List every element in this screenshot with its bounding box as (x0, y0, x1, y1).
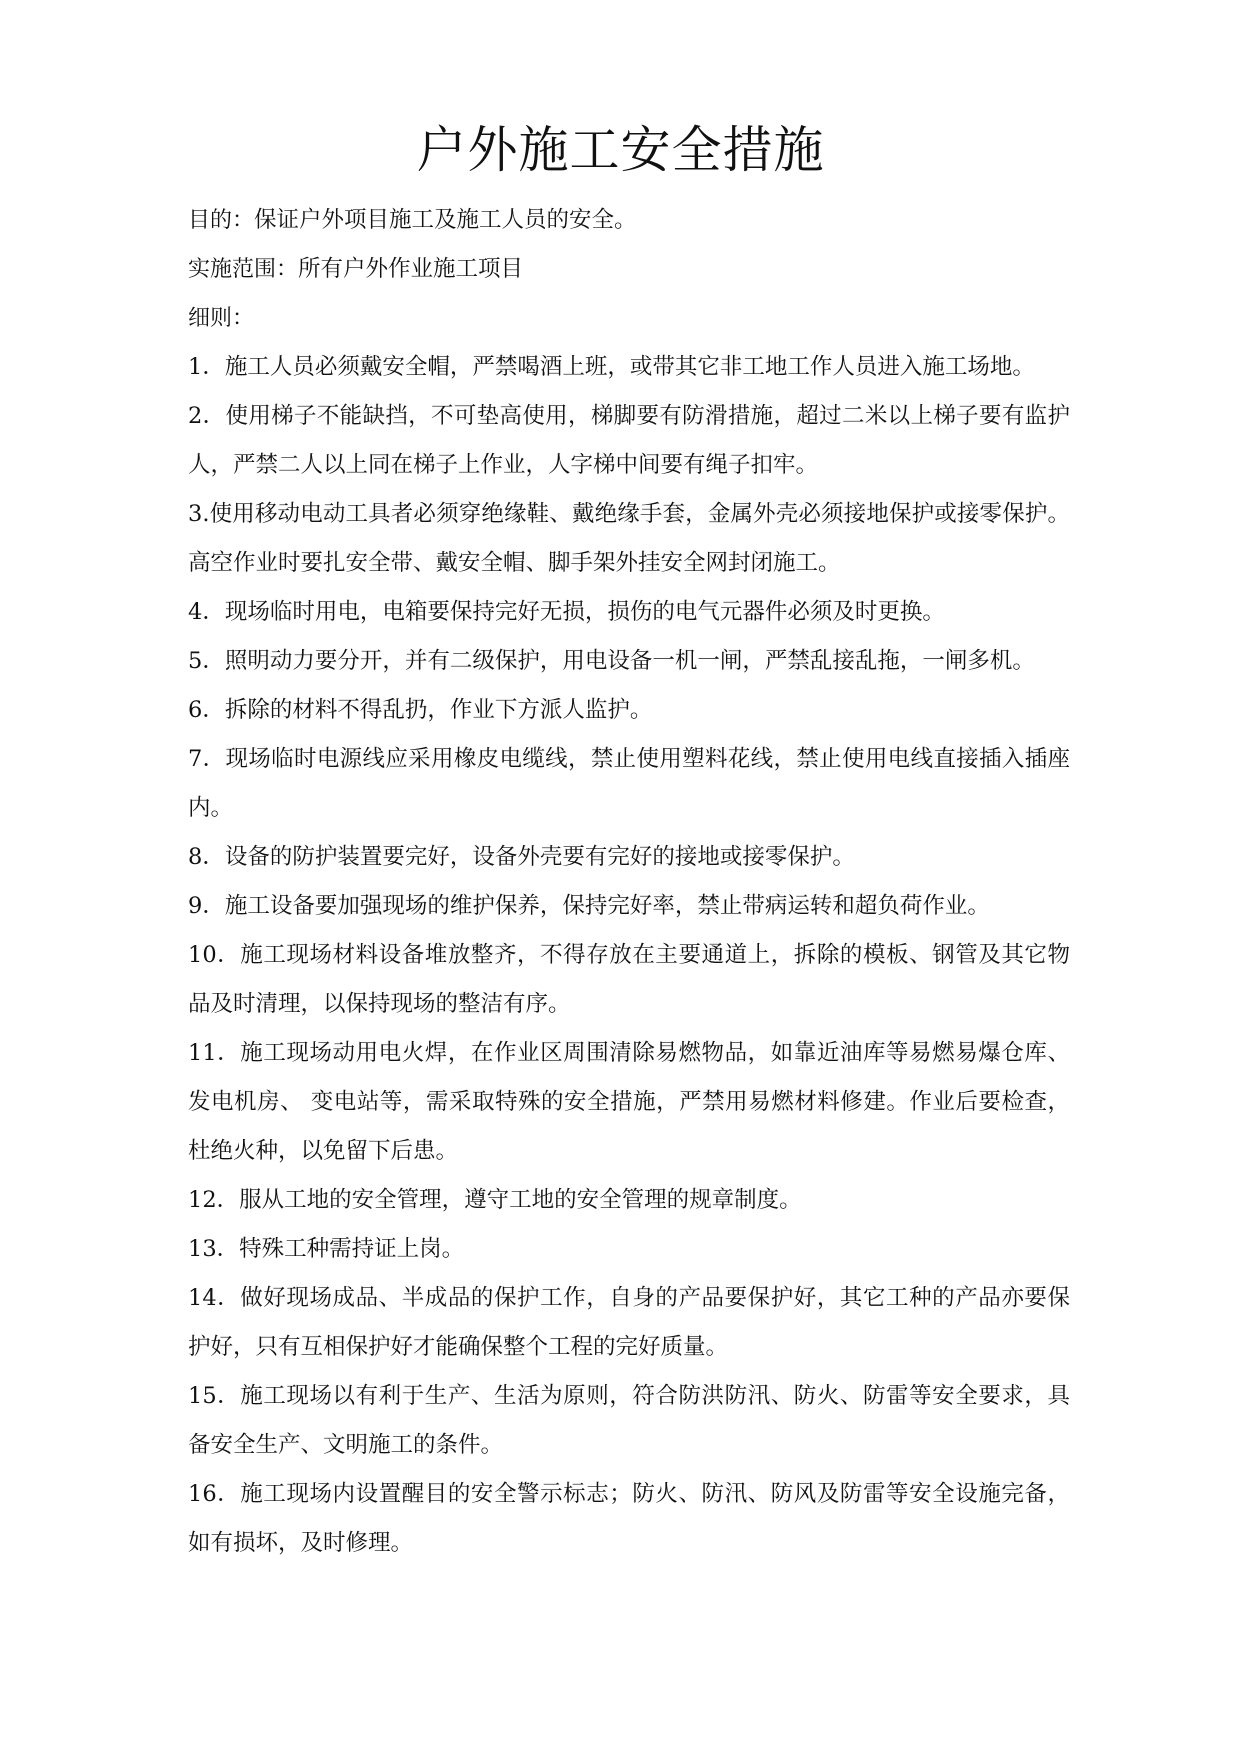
rule-item-11: 11．施工现场动用电火焊，在作业区周围清除易燃物品，如靠近油库等易燃易爆仓库、发电机房、 变电站等，需采取特殊的安全措施，严禁用易燃材料修建。作业后要检查，杜绝火种，以免留下后患。 (188, 1040, 1070, 1164)
details-label: 细则： (188, 306, 255, 331)
rule-item-12: 12．服从工地的安全管理，遵守工地的安全管理的规章制度。 (188, 1187, 802, 1213)
rule-item-6: 6．拆除的材料不得乱扔，作业下方派人监护。 (188, 697, 653, 723)
document-title: 户外施工安全措施 (416, 121, 825, 179)
rule-item-4: 4．现场临时用电，电箱要保持完好无损，损伤的电气元器件必须及时更换。 (188, 599, 945, 625)
rule-item-8: 8．设备的防护装置要完好，设备外壳要有完好的接地或接零保护。 (188, 844, 855, 870)
document-body (188, 196, 1070, 1568)
purpose-line (188, 196, 1070, 245)
rule-item-16: 16．施工现场内设置醒目的安全警示标志；防火、防汛、防风及防雷等安全设施完备，如有损坏，及时修理。 (188, 1481, 1070, 1556)
purpose-text: 保证户外项目施工及施工人员的安全。 (254, 207, 637, 233)
rule-item-2: 2．使用梯子不能缺挡，不可垫高使用，梯脚要有防滑措施，超过二米以上梯子要有监护人，严禁二人以上同在梯子上作业，人字梯中间要有绳子扣牢。 (188, 403, 1070, 478)
scope-label: 实施范围： (188, 257, 299, 282)
rule-item-7: 7．现场临时电源线应采用橡皮电缆线，禁止使用塑料花线，禁止使用电线直接插入插座内。 (188, 746, 1070, 821)
purpose-label: 目的： (188, 208, 255, 233)
rule-item-5: 5．照明动力要分开，并有二级保护，用电设备一机一闸，严禁乱接乱拖，一闸多机。 (188, 648, 1035, 674)
scope-text: 所有户外作业施工项目 (298, 256, 524, 282)
rule-item-13: 13．特殊工种需持证上岗。 (188, 1236, 465, 1262)
rule-item-14: 14．做好现场成品、半成品的保护工作，自身的产品要保护好，其它工种的产品亦要保护好，只有互相保护好才能确保整个工程的完好质量。 (188, 1285, 1070, 1360)
rule-item-15: 15．施工现场以有利于生产、生活为原则，符合防洪防汛、防火、防雷等安全要求，具备安全生产、文明施工的条件。 (188, 1383, 1070, 1458)
rule-item-1: 1．施工人员必须戴安全帽，严禁喝酒上班，或带其它非工地工作人员进入施工场地。 (188, 354, 1035, 380)
rule-item-10: 10．施工现场材料设备堆放整齐，不得存放在主要通道上，拆除的模板、钢管及其它物品及时清理，以保持现场的整洁有序。 (188, 942, 1070, 1017)
scope-line (188, 245, 1070, 294)
rule-item-9: 9．施工设备要加强现场的维护保养，保持完好率，禁止带病运转和超负荷作业。 (188, 893, 990, 919)
rule-item-3: 3.使用移动电动工具者必须穿绝缘鞋、戴绝缘手套，金属外壳必须接地保护或接零保护。高空作业时要扎安全带、戴安全帽、脚手架外挂安全网封闭施工。 (188, 501, 1070, 576)
